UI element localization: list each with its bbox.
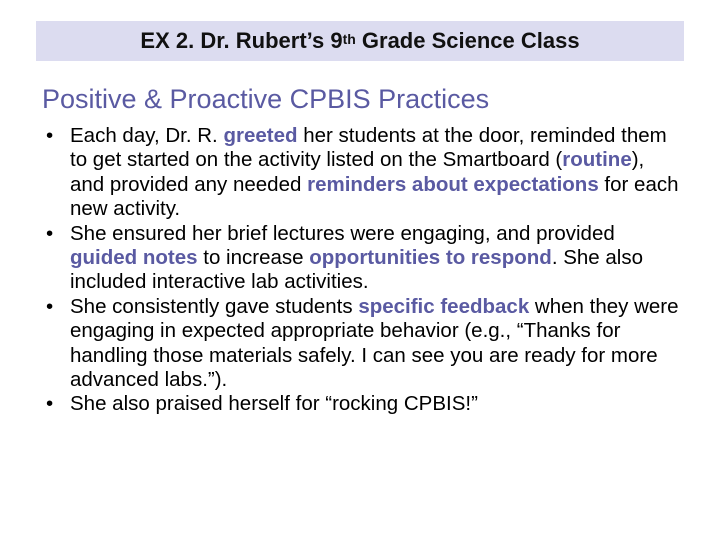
bullet-marker: •: [46, 294, 54, 318]
bullet-item: [42, 295, 682, 393]
text-segment: She consistently gave students: [70, 294, 359, 318]
bullet-text: [70, 392, 478, 415]
text-segment: She ensured her brief lectures were engaging, and provided: [70, 221, 615, 245]
bullet-item: [42, 392, 682, 416]
bullet-text: [70, 222, 643, 294]
bullet-text: [70, 295, 679, 391]
text-segment: She also praised herself for “rocking CPBIS!”: [70, 392, 478, 416]
text-segment: for each new activity.: [70, 172, 679, 221]
bullet-text: [70, 124, 679, 220]
highlight-text: specific feedback: [358, 294, 530, 318]
slide-title-superscript: th: [342, 31, 356, 47]
bullet-marker: •: [46, 221, 54, 245]
section-heading: Positive & Proactive CPBIS Practices: [42, 84, 490, 114]
bullet-item: [42, 222, 682, 295]
text-segment: her students at the door, reminded them to get started on the activity listed on the Smartboard (: [70, 124, 667, 172]
slide-title-prefix: EX 2. Dr. Rubert’s 9: [140, 28, 343, 53]
text-segment: ), and provided any needed: [70, 148, 645, 196]
bullet-list: [42, 124, 682, 417]
bullet-marker: •: [46, 124, 54, 147]
bullet-marker: •: [46, 392, 54, 416]
highlight-text: guided notes: [70, 246, 198, 270]
slide-title-suffix: Grade Science Class: [355, 28, 580, 53]
highlight-text: greeted: [223, 124, 298, 147]
text-segment: when they were engaging in expected appropriate behavior (e.g., “Thanks for handling those materials safely. I can see you are ready for more advanced labs.”).: [70, 294, 679, 392]
text-segment: . She also included interactive lab activities.: [70, 246, 643, 294]
text-segment: to increase: [197, 246, 310, 270]
slide-title: [36, 21, 684, 61]
highlight-text: reminders about expectations: [307, 172, 599, 196]
highlight-text: opportunities to respond: [309, 246, 552, 270]
text-segment: Each day, Dr. R.: [70, 124, 224, 147]
highlight-text: routine: [562, 148, 632, 172]
bullet-item: [42, 124, 682, 222]
